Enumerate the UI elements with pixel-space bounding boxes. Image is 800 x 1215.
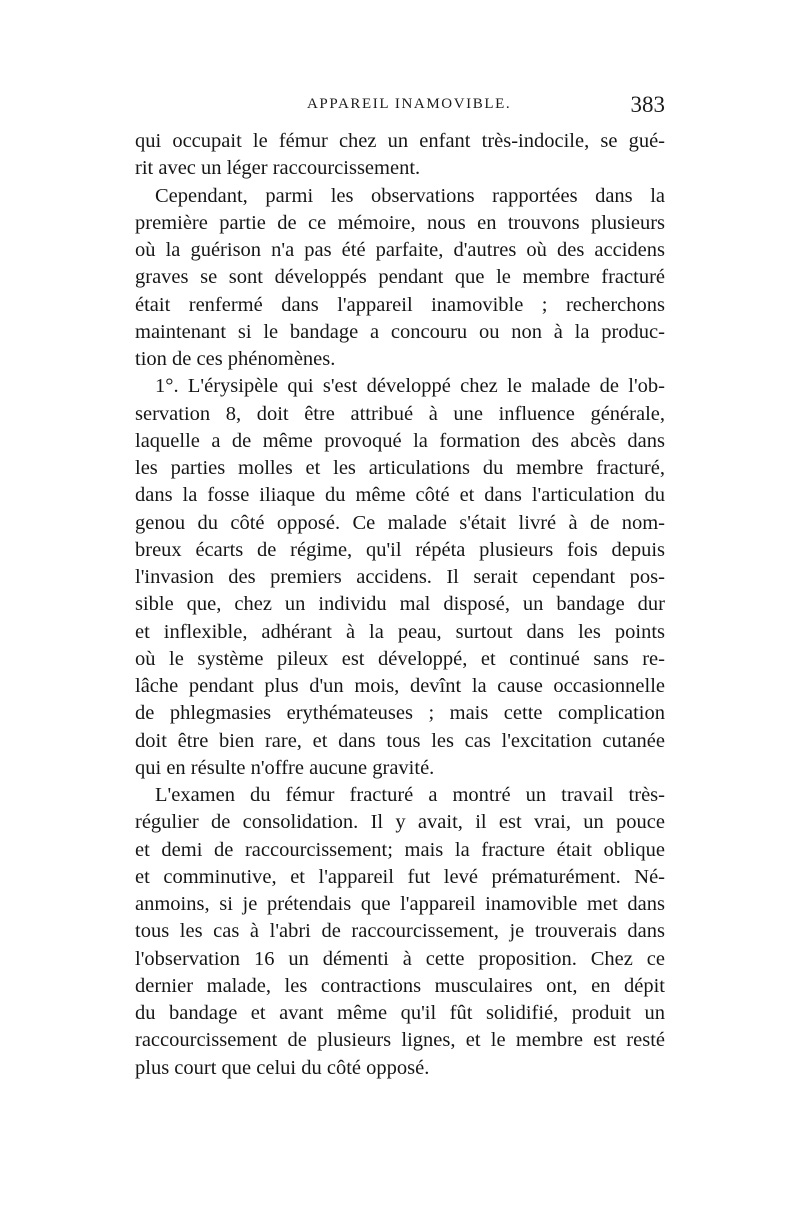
text-line: première partie de ce mémoire, nous en trouvons plusieurs — [135, 211, 665, 234]
text-line: de phlegmasies erythémateuses ; mais cette complication — [135, 702, 665, 725]
text-line: qui en résulte n'offre aucune gravité. — [135, 756, 435, 779]
text-line: lâche pendant plus d'un mois, devînt la cause occasionnelle — [135, 675, 665, 697]
text-line: tous les cas à l'abri de raccourcissement, je trouverais dans — [135, 920, 665, 943]
text-line: maintenant si le bandage a concouru ou non à la produc- — [135, 320, 665, 343]
text-line: dans la fosse iliaque du même côté et dans l'articulation du — [135, 484, 665, 507]
text-line: régulier de consolidation. Il y avait, il est vrai, un pouce — [135, 811, 665, 834]
running-title: APPAREIL INAMOVIBLE. — [307, 96, 512, 112]
text-line: graves se sont développés pendant que le membre fracturé — [135, 266, 665, 289]
text-line: les parties molles et les articulations du membre fracturé, — [135, 457, 665, 479]
text-line: plus court que celui du côté opposé. — [135, 1056, 430, 1079]
text-line: tion de ces phénomènes. — [135, 348, 336, 370]
body-text — [135, 128, 665, 1082]
text-line: sible que, chez un individu mal disposé, un bandage dur — [135, 593, 665, 616]
text-line: Cependant, parmi les observations rapportées dans la — [155, 184, 665, 207]
text-line: breux écarts de régime, qu'il répéta plusieurs fois depuis — [135, 538, 665, 561]
page-number: 383 — [630, 92, 665, 117]
text-line: du bandage et avant même qu'il fût solidifié, produit un — [135, 1002, 665, 1024]
text-line: laquelle a de même provoqué la formation des abcès dans — [135, 429, 665, 452]
text-line: où la guérison n'a pas été parfaite, d'autres où des accidens — [135, 239, 665, 261]
text-line: et inflexible, adhérant à la peau, surtout dans les points — [135, 620, 665, 643]
text-line: et demi de raccourcissement; mais la fracture était oblique — [135, 838, 665, 861]
text-line: l'observation 16 un démenti à cette proposition. Chez ce — [135, 947, 665, 970]
text-line: était renfermé dans l'appareil inamovible ; recherchons — [135, 293, 665, 316]
text-line: qui occupait le fémur chez un enfant très-indocile, se gué- — [135, 130, 665, 152]
text-line: rit avec un léger raccourcissement. — [135, 157, 421, 180]
text-line: L'examen du fémur fracturé a montré un travail très- — [155, 784, 665, 806]
text-line: 1°. L'érysipèle qui s'est développé chez le malade de l'ob- — [155, 375, 665, 398]
text-line: servation 8, doit être attribué à une influence générale, — [135, 402, 665, 425]
text-line: dernier malade, les contractions musculaires ont, en dépit — [135, 974, 665, 997]
text-line: et comminutive, et l'appareil fut levé prématurément. Né- — [135, 865, 665, 888]
text-line: où le système pileux est développé, et continué sans re- — [135, 647, 665, 670]
text-line: genou du côté opposé. Ce malade s'était livré à de nom- — [135, 511, 665, 534]
text-line: l'invasion des premiers accidens. Il serait cependant pos- — [135, 566, 665, 588]
text-line: anmoins, si je prétendais que l'appareil inamovible met dans — [135, 893, 665, 915]
running-head — [135, 92, 665, 122]
text-line: doit être bien rare, et dans tous les cas l'excitation cutanée — [135, 729, 665, 752]
text-line: raccourcissement de plusieurs lignes, et le membre est resté — [135, 1029, 665, 1052]
